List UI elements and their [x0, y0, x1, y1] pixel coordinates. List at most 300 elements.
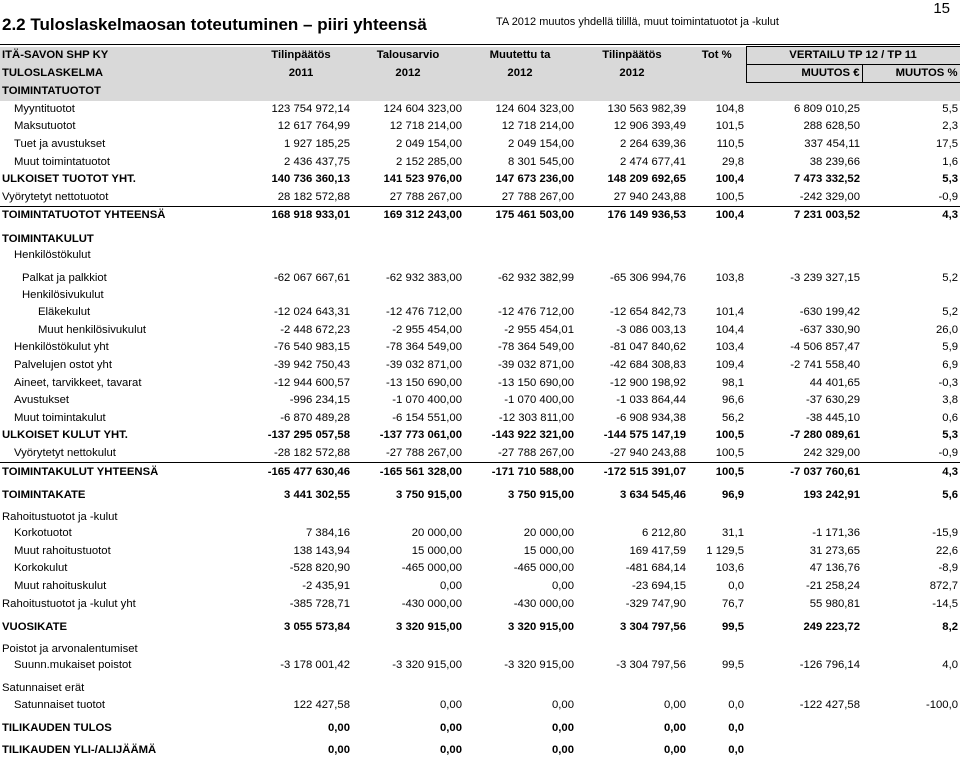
row-label: Maksutuotot — [0, 118, 250, 136]
cell-tot-pct: 99,5 — [688, 613, 746, 635]
cell-mta2012 — [464, 503, 576, 525]
cell-tp2011: 3 055 573,84 — [250, 613, 352, 635]
cell-change-pct — [862, 225, 960, 247]
cell-ta2012 — [352, 83, 464, 101]
cell-ta2012: -137 773 061,00 — [352, 427, 464, 445]
cell-tp2011: -6 870 489,28 — [250, 410, 352, 428]
cell-tp2012: -3 304 797,56 — [576, 657, 688, 675]
cell-mta2012 — [464, 83, 576, 101]
cell-tp2011 — [250, 635, 352, 657]
row-label: Palkat ja palkkiot — [0, 264, 250, 286]
row-label: TILIKAUDEN TULOS — [0, 714, 250, 736]
cell-mta2012: 15 000,00 — [464, 542, 576, 560]
table-row — [0, 207, 960, 225]
cell-tp2012: 0,00 — [576, 714, 688, 736]
table-row — [0, 136, 960, 154]
cell-change-eur — [746, 286, 862, 304]
cell-change-pct: -0,3 — [862, 374, 960, 392]
cell-tp2012: -1 033 864,44 — [576, 392, 688, 410]
cell-tp2011: -28 182 572,88 — [250, 445, 352, 463]
cell-change-eur — [746, 635, 862, 657]
cell-mta2012: -12 476 712,00 — [464, 304, 576, 322]
row-label: Tuet ja avustukset — [0, 136, 250, 154]
table-row — [0, 578, 960, 596]
table-row — [0, 657, 960, 675]
table-row — [0, 525, 960, 543]
cell-tp2012: -65 306 994,76 — [576, 264, 688, 286]
cell-tp2011: 122 427,58 — [250, 696, 352, 714]
cell-tot-pct: 1 129,5 — [688, 542, 746, 560]
cell-change-eur — [746, 674, 862, 696]
cell-change-pct — [862, 635, 960, 657]
cell-tp2011: -39 942 750,43 — [250, 357, 352, 375]
table-row — [0, 247, 960, 265]
cell-change-pct: 26,0 — [862, 322, 960, 340]
cell-ta2012: 20 000,00 — [352, 525, 464, 543]
cell-change-eur: -7 280 089,61 — [746, 427, 862, 445]
cell-change-pct — [862, 503, 960, 525]
cell-tp2012: -23 694,15 — [576, 578, 688, 596]
cell-tp2012: -6 908 934,38 — [576, 410, 688, 428]
cell-change-eur — [746, 247, 862, 265]
cell-tp2012: -3 086 003,13 — [576, 322, 688, 340]
cell-tot-pct — [688, 247, 746, 265]
cell-tot-pct: 31,1 — [688, 525, 746, 543]
table-row — [0, 595, 960, 613]
row-label: TILIKAUDEN YLI-/ALIJÄÄMÄ — [0, 736, 250, 758]
page-number: 15 — [933, 0, 950, 17]
cell-change-pct — [862, 714, 960, 736]
cell-change-eur: 47 136,76 — [746, 560, 862, 578]
cell-mta2012: -143 922 321,00 — [464, 427, 576, 445]
cell-change-eur: 249 223,72 — [746, 613, 862, 635]
table-row — [0, 189, 960, 207]
cell-change-eur: 31 273,65 — [746, 542, 862, 560]
cell-tot-pct: 56,2 — [688, 410, 746, 428]
row-label: Satunnaiset erät — [0, 674, 250, 696]
cell-ta2012 — [352, 286, 464, 304]
cell-tp2012: -172 515 391,07 — [576, 463, 688, 481]
cell-mta2012: 3 320 915,00 — [464, 613, 576, 635]
table-row — [0, 264, 960, 286]
cell-change-pct: -100,0 — [862, 696, 960, 714]
header-year-1: 2011 — [250, 65, 352, 83]
header-year-4: 2012 — [576, 65, 688, 83]
cell-mta2012 — [464, 635, 576, 657]
cell-mta2012: 0,00 — [464, 578, 576, 596]
cell-tot-pct: 110,5 — [688, 136, 746, 154]
header-comparison: VERTAILU TP 12 / TP 11 — [746, 47, 960, 65]
table-row — [0, 392, 960, 410]
cell-change-eur: -122 427,58 — [746, 696, 862, 714]
cell-tot-pct: 100,4 — [688, 207, 746, 225]
cell-tp2012: -27 940 243,88 — [576, 445, 688, 463]
cell-mta2012: 8 301 545,00 — [464, 153, 576, 171]
cell-change-eur — [746, 503, 862, 525]
table-row — [0, 613, 960, 635]
cell-change-pct — [862, 247, 960, 265]
header-year-2: 2012 — [352, 65, 464, 83]
cell-tot-pct: 101,5 — [688, 118, 746, 136]
row-label: Eläkekulut — [0, 304, 250, 322]
row-label: Palvelujen ostot yht — [0, 357, 250, 375]
cell-tot-pct — [688, 635, 746, 657]
cell-mta2012 — [464, 247, 576, 265]
cell-tp2011: -12 024 643,31 — [250, 304, 352, 322]
cell-tp2012 — [576, 225, 688, 247]
cell-ta2012: 124 604 323,00 — [352, 101, 464, 119]
cell-change-eur: -37 630,29 — [746, 392, 862, 410]
cell-mta2012: 2 049 154,00 — [464, 136, 576, 154]
cell-ta2012: -1 070 400,00 — [352, 392, 464, 410]
cell-tot-pct: 100,4 — [688, 171, 746, 189]
cell-tp2011: -3 178 001,42 — [250, 657, 352, 675]
cell-tp2011: 123 754 972,14 — [250, 101, 352, 119]
cell-change-pct: 22,6 — [862, 542, 960, 560]
cell-tot-pct — [688, 225, 746, 247]
cell-ta2012: 2 049 154,00 — [352, 136, 464, 154]
cell-tp2012: 169 417,59 — [576, 542, 688, 560]
table-row — [0, 357, 960, 375]
cell-change-eur — [746, 714, 862, 736]
cell-ta2012: 141 523 976,00 — [352, 171, 464, 189]
cell-ta2012: -13 150 690,00 — [352, 374, 464, 392]
cell-mta2012: 20 000,00 — [464, 525, 576, 543]
cell-change-eur: -21 258,24 — [746, 578, 862, 596]
cell-change-eur — [746, 225, 862, 247]
cell-change-pct — [862, 736, 960, 758]
cell-tot-pct: 98,1 — [688, 374, 746, 392]
row-label: Poistot ja arvonalentumiset — [0, 635, 250, 657]
table-row — [0, 427, 960, 445]
cell-change-eur: -637 330,90 — [746, 322, 862, 340]
cell-tot-pct: 0,0 — [688, 696, 746, 714]
cell-change-eur: 55 980,81 — [746, 595, 862, 613]
cell-change-eur: 337 454,11 — [746, 136, 862, 154]
cell-tot-pct: 100,5 — [688, 189, 746, 207]
cell-change-eur: 242 329,00 — [746, 445, 862, 463]
row-label: Rahoitustuotot ja -kulut — [0, 503, 250, 525]
row-label: Henkilöstökulut yht — [0, 339, 250, 357]
header-row-1 — [0, 47, 960, 65]
cell-tp2012: 6 212,80 — [576, 525, 688, 543]
cell-ta2012: 169 312 243,00 — [352, 207, 464, 225]
cell-tp2012 — [576, 503, 688, 525]
cell-mta2012: -2 955 454,01 — [464, 322, 576, 340]
header-blank — [688, 65, 746, 83]
row-label: ULKOISET KULUT YHT. — [0, 427, 250, 445]
cell-change-pct: 8,2 — [862, 613, 960, 635]
cell-change-eur: -126 796,14 — [746, 657, 862, 675]
table-row — [0, 736, 960, 758]
cell-ta2012: -27 788 267,00 — [352, 445, 464, 463]
row-label: Myyntituotot — [0, 101, 250, 119]
cell-tp2012: -42 684 308,83 — [576, 357, 688, 375]
cell-change-pct: 5,3 — [862, 171, 960, 189]
cell-tp2011: 138 143,94 — [250, 542, 352, 560]
cell-tot-pct: 76,7 — [688, 595, 746, 613]
header-row-2 — [0, 65, 960, 83]
header-year-3: 2012 — [464, 65, 576, 83]
cell-mta2012: 175 461 503,00 — [464, 207, 576, 225]
table-row — [0, 560, 960, 578]
income-statement-table — [0, 46, 960, 758]
header-change-eur: MUUTOS € — [746, 65, 862, 83]
row-label: Henkilöstökulut — [0, 247, 250, 265]
cell-tp2012: 130 563 982,39 — [576, 101, 688, 119]
table-body — [0, 83, 960, 758]
cell-tp2011: -2 448 672,23 — [250, 322, 352, 340]
cell-tot-pct: 100,5 — [688, 445, 746, 463]
row-label: Satunnaiset tuotot — [0, 696, 250, 714]
cell-change-pct: 5,9 — [862, 339, 960, 357]
cell-ta2012: -2 955 454,00 — [352, 322, 464, 340]
cell-tot-pct — [688, 83, 746, 101]
cell-mta2012: 147 673 236,00 — [464, 171, 576, 189]
cell-change-eur: 6 809 010,25 — [746, 101, 862, 119]
row-label: TOIMINTAKATE — [0, 481, 250, 503]
cell-tot-pct: 104,8 — [688, 101, 746, 119]
cell-tp2011: 2 436 437,75 — [250, 153, 352, 171]
cell-change-eur: -630 199,42 — [746, 304, 862, 322]
cell-change-eur: -242 329,00 — [746, 189, 862, 207]
cell-ta2012: -465 000,00 — [352, 560, 464, 578]
cell-mta2012: -430 000,00 — [464, 595, 576, 613]
cell-tot-pct: 101,4 — [688, 304, 746, 322]
cell-mta2012: -171 710 588,00 — [464, 463, 576, 481]
table-row — [0, 304, 960, 322]
header-col-mta2012: Muutettu ta — [464, 47, 576, 65]
cell-tp2012: 2 264 639,36 — [576, 136, 688, 154]
cell-tp2012: 3 634 545,46 — [576, 481, 688, 503]
cell-mta2012: -62 932 382,99 — [464, 264, 576, 286]
cell-change-eur: -2 741 558,40 — [746, 357, 862, 375]
cell-tp2011: -528 820,90 — [250, 560, 352, 578]
cell-tp2011: 7 384,16 — [250, 525, 352, 543]
cell-tp2011: 3 441 302,55 — [250, 481, 352, 503]
table-row — [0, 445, 960, 463]
cell-ta2012 — [352, 635, 464, 657]
cell-tp2012: 3 304 797,56 — [576, 613, 688, 635]
cell-change-pct: 0,6 — [862, 410, 960, 428]
header-statement: TULOSLASKELMA — [0, 65, 250, 83]
cell-tp2011: -2 435,91 — [250, 578, 352, 596]
cell-change-eur: -3 239 327,15 — [746, 264, 862, 286]
cell-tp2011: -12 944 600,57 — [250, 374, 352, 392]
cell-tp2012: -481 684,14 — [576, 560, 688, 578]
cell-mta2012 — [464, 286, 576, 304]
cell-tp2012: 0,00 — [576, 736, 688, 758]
header-col-ta2012: Talousarvio — [352, 47, 464, 65]
cell-ta2012: 15 000,00 — [352, 542, 464, 560]
cell-change-pct: 4,0 — [862, 657, 960, 675]
cell-tp2012 — [576, 247, 688, 265]
table-row — [0, 542, 960, 560]
table-row — [0, 674, 960, 696]
row-label: Vyörytetyt nettokulut — [0, 445, 250, 463]
cell-ta2012: 12 718 214,00 — [352, 118, 464, 136]
cell-change-eur: 7 231 003,52 — [746, 207, 862, 225]
cell-tp2011: -137 295 057,58 — [250, 427, 352, 445]
row-label: Muut rahoitustuotot — [0, 542, 250, 560]
cell-tp2012: -81 047 840,62 — [576, 339, 688, 357]
cell-tot-pct: 103,4 — [688, 339, 746, 357]
table-row — [0, 696, 960, 714]
table-row — [0, 635, 960, 657]
cell-tp2012: 148 209 692,65 — [576, 171, 688, 189]
cell-tot-pct: 0,0 — [688, 736, 746, 758]
cell-change-pct: 5,5 — [862, 101, 960, 119]
cell-ta2012: 3 320 915,00 — [352, 613, 464, 635]
cell-mta2012: 0,00 — [464, 696, 576, 714]
cell-change-pct: -15,9 — [862, 525, 960, 543]
cell-tp2011: 168 918 933,01 — [250, 207, 352, 225]
cell-mta2012: -27 788 267,00 — [464, 445, 576, 463]
header-col-tot: Tot % — [688, 47, 746, 65]
cell-mta2012: -3 320 915,00 — [464, 657, 576, 675]
cell-change-eur — [746, 736, 862, 758]
cell-ta2012: -430 000,00 — [352, 595, 464, 613]
table-row — [0, 83, 960, 101]
cell-tp2011: -385 728,71 — [250, 595, 352, 613]
cell-change-pct: 6,9 — [862, 357, 960, 375]
table-row — [0, 322, 960, 340]
cell-tot-pct: 103,8 — [688, 264, 746, 286]
page-title: 2.2 Tuloslaskelmaosan toteutuminen – piiri yhteensä — [2, 15, 427, 35]
row-label: TOIMINTATUOTOT — [0, 83, 250, 101]
cell-tp2011: 0,00 — [250, 736, 352, 758]
table-row — [0, 503, 960, 525]
cell-tp2012 — [576, 83, 688, 101]
cell-change-pct — [862, 286, 960, 304]
cell-tp2012 — [576, 635, 688, 657]
cell-tp2012: -12 900 198,92 — [576, 374, 688, 392]
cell-mta2012: 27 788 267,00 — [464, 189, 576, 207]
table-row — [0, 118, 960, 136]
cell-change-eur: -1 171,36 — [746, 525, 862, 543]
header-col-tp2012: Tilinpäätös — [576, 47, 688, 65]
cell-change-pct: 4,3 — [862, 463, 960, 481]
cell-change-eur: 193 242,91 — [746, 481, 862, 503]
cell-ta2012 — [352, 674, 464, 696]
cell-change-eur: 38 239,66 — [746, 153, 862, 171]
cell-change-eur: -7 037 760,61 — [746, 463, 862, 481]
cell-change-eur: 288 628,50 — [746, 118, 862, 136]
table-row — [0, 463, 960, 481]
table-row — [0, 410, 960, 428]
cell-ta2012: -12 476 712,00 — [352, 304, 464, 322]
row-label: Korkokulut — [0, 560, 250, 578]
cell-tp2012: 176 149 936,53 — [576, 207, 688, 225]
cell-tp2011: 0,00 — [250, 714, 352, 736]
header-org: ITÄ-SAVON SHP KY — [0, 47, 250, 65]
cell-tot-pct — [688, 286, 746, 304]
cell-tp2011 — [250, 503, 352, 525]
row-label: VUOSIKATE — [0, 613, 250, 635]
cell-mta2012: -12 303 811,00 — [464, 410, 576, 428]
row-label: Rahoitustuotot ja -kulut yht — [0, 595, 250, 613]
cell-tot-pct: 104,4 — [688, 322, 746, 340]
cell-tp2011: 28 182 572,88 — [250, 189, 352, 207]
row-label: ULKOISET TUOTOT YHT. — [0, 171, 250, 189]
cell-mta2012: -465 000,00 — [464, 560, 576, 578]
cell-mta2012 — [464, 674, 576, 696]
row-label: TOIMINTATUOTOT YHTEENSÄ — [0, 207, 250, 225]
cell-tp2011: 1 927 185,25 — [250, 136, 352, 154]
cell-tp2012: 27 940 243,88 — [576, 189, 688, 207]
cell-change-pct: -0,9 — [862, 189, 960, 207]
cell-mta2012: -1 070 400,00 — [464, 392, 576, 410]
cell-mta2012: 124 604 323,00 — [464, 101, 576, 119]
cell-tp2011 — [250, 286, 352, 304]
cell-mta2012: -39 032 871,00 — [464, 357, 576, 375]
cell-tot-pct: 96,6 — [688, 392, 746, 410]
row-label: Vyörytetyt nettotuotot — [0, 189, 250, 207]
cell-ta2012: -78 364 549,00 — [352, 339, 464, 357]
row-label: Henkilösivukulut — [0, 286, 250, 304]
cell-ta2012: 0,00 — [352, 736, 464, 758]
cell-tot-pct — [688, 503, 746, 525]
cell-tp2012: 2 474 677,41 — [576, 153, 688, 171]
cell-tp2011 — [250, 247, 352, 265]
cell-tp2012: -144 575 147,19 — [576, 427, 688, 445]
cell-change-pct: 1,6 — [862, 153, 960, 171]
title-rule — [0, 44, 960, 45]
cell-tp2011: -165 477 630,46 — [250, 463, 352, 481]
table-row — [0, 374, 960, 392]
cell-mta2012: 0,00 — [464, 714, 576, 736]
row-label: Korkotuotot — [0, 525, 250, 543]
cell-tp2012 — [576, 674, 688, 696]
cell-tp2011: 12 617 764,99 — [250, 118, 352, 136]
cell-ta2012: -6 154 551,00 — [352, 410, 464, 428]
cell-ta2012: 3 750 915,00 — [352, 481, 464, 503]
cell-ta2012 — [352, 247, 464, 265]
cell-change-eur: 7 473 332,52 — [746, 171, 862, 189]
cell-tp2012: -329 747,90 — [576, 595, 688, 613]
cell-tp2012: 0,00 — [576, 696, 688, 714]
row-label: Muut rahoituskulut — [0, 578, 250, 596]
cell-tot-pct: 0,0 — [688, 578, 746, 596]
cell-tp2011 — [250, 674, 352, 696]
row-label: Suunn.mukaiset poistot — [0, 657, 250, 675]
cell-tp2012: 12 906 393,49 — [576, 118, 688, 136]
cell-change-pct: 3,8 — [862, 392, 960, 410]
cell-tp2011: -62 067 667,61 — [250, 264, 352, 286]
cell-tot-pct: 109,4 — [688, 357, 746, 375]
cell-ta2012: 2 152 285,00 — [352, 153, 464, 171]
cell-tp2011: -76 540 983,15 — [250, 339, 352, 357]
table-row — [0, 339, 960, 357]
cell-change-pct: -0,9 — [862, 445, 960, 463]
cell-ta2012: -165 561 328,00 — [352, 463, 464, 481]
cell-change-pct: -14,5 — [862, 595, 960, 613]
cell-ta2012: 0,00 — [352, 578, 464, 596]
cell-ta2012: 0,00 — [352, 714, 464, 736]
cell-tot-pct: 103,6 — [688, 560, 746, 578]
row-label: TOIMINTAKULUT — [0, 225, 250, 247]
cell-ta2012: 27 788 267,00 — [352, 189, 464, 207]
cell-mta2012: -13 150 690,00 — [464, 374, 576, 392]
cell-ta2012: 0,00 — [352, 696, 464, 714]
table-row — [0, 714, 960, 736]
note-text: TA 2012 muutos yhdellä tilillä, muut toimintatuotot ja -kulut — [496, 16, 779, 28]
cell-change-pct: 5,3 — [862, 427, 960, 445]
header-col-tp2011: Tilinpäätös — [250, 47, 352, 65]
row-label: Avustukset — [0, 392, 250, 410]
table-row — [0, 153, 960, 171]
row-label: Muut toimintatuotot — [0, 153, 250, 171]
